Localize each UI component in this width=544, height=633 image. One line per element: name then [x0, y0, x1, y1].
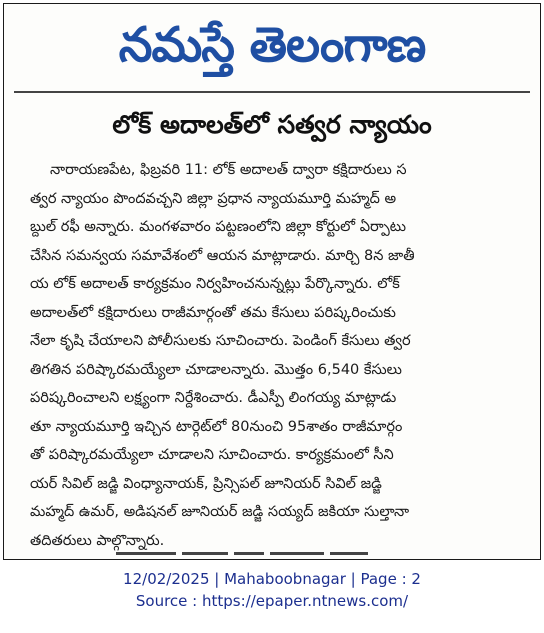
article-line: పరిష్కరించాలని లక్ష్యంగా నిర్దేశించారు. డీఎస్పీ లింగయ్య మాట్లాడు	[30, 390, 397, 406]
article-line: తిగతిన పరిష్కారమయ్యేలా చూడాలన్నారు. మొత్తం 6,540 కేసులు	[30, 361, 402, 378]
source-footer	[0, 568, 544, 612]
article-line: నారాయణపేట, ఫిబ్రవరి 11: లోక్ అదాలత్ ద్వారా కక్షిదారులు స	[50, 162, 407, 178]
article-headline: లోక్ అదాలత్‌లో సత్వర న్యాయం	[112, 110, 432, 139]
masthead-divider	[14, 91, 530, 93]
article-line: చేసిన సమన్వయ సమావేశంలో ఆయన మాట్లాడారు. మార్చి 8న జాతీ	[30, 247, 415, 264]
article-line: తో పరిష్కారమయ్యేలా చూడాలని సూచించారు. కార్యక్రమంలో సీని	[30, 447, 394, 463]
footer-date-edition: 12/02/2025 | Mahaboobnagar | Page : 2	[123, 570, 421, 588]
article-line: తదితరులు పాల్గొన్నారు.	[30, 532, 165, 549]
cropped-next-line	[116, 552, 402, 560]
article-line: య లోక్ అదాలత్ కార్యక్రమం నిర్వహించనున్నట్లు పేర్కొన్నారు. లోక్	[30, 276, 400, 292]
article-line: బ్దుల్ రఫీ అన్నారు. మంగళవారం పట్టణంలోని జిల్లా కోర్టులో ఏర్పాటు	[30, 219, 406, 235]
article-line: మహ్మద్ ఉమర్, అడిషనల్ జూనియర్ జడ్జి సయ్యద్ జకియా సుల్తానా	[30, 504, 410, 520]
article-line: నేలా కృషి చేయాలని పోలీసులకు సూచించారు. పెండింగ్ కేసులు త్వర	[30, 333, 411, 349]
footer-source-link[interactable]: Source : https://epaper.ntnews.com/	[135, 592, 409, 610]
newspaper-masthead: నమస్తే తెలంగాణ	[118, 17, 426, 73]
article-line: యర్ సివిల్ జడ్జి వింధ్యానాయక్, ప్రిన్సిపల్ జూనియర్ సివిల్ జడ్జి	[30, 475, 382, 492]
article-line: త్వర న్యాయం పొందవచ్చని జిల్లా ప్రధాన న్యాయమూర్తి మహ్మద్ అ	[30, 190, 397, 207]
article-body	[30, 156, 530, 555]
article-line: తూ న్యాయమూర్తి ఇచ్చిన టార్గెట్‌లో 80నుంచి 95శాతం రాజీమార్గం	[30, 418, 403, 435]
newspaper-clipping	[3, 3, 541, 560]
article-line: అదాలత్‌లో కక్షిదారులు రాజీమార్గంతో తమ కేసులు పరిష్కరించుకు	[30, 304, 396, 321]
